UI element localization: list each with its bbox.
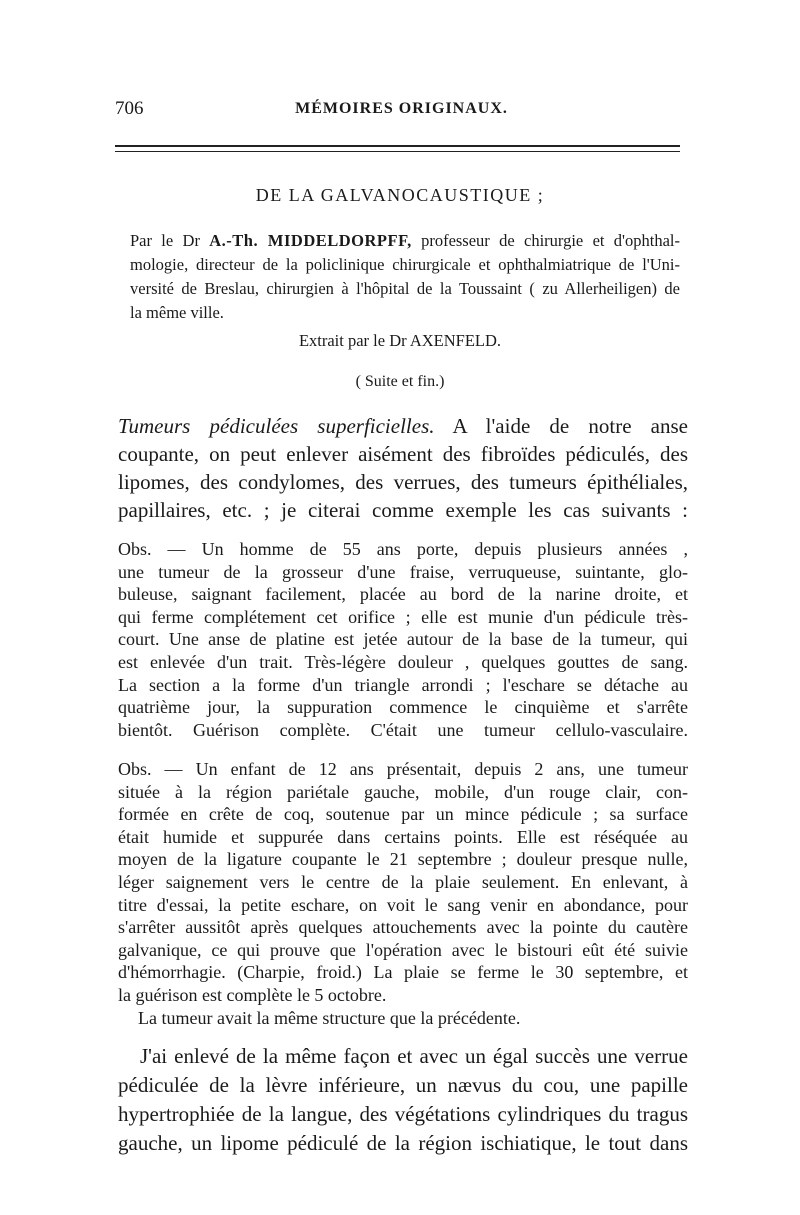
paragraph-line: une tumeur de la grosseur d'une fraise, verruqueuse, suintante, glo- (118, 561, 688, 582)
paragraph-line: quatrième jour, la suppuration commence le cinquième et s'arrête (118, 697, 688, 718)
paragraph-line: buleuse, saignant facilement, placée au bord de la narine droite, et (118, 584, 688, 605)
paragraph-line: papillaires, etc. ; je citerai comme exemple les cas suivants : (118, 498, 688, 522)
paragraph-line: hypertrophiée de la langue, des végétations cylindriques du tragus (118, 1102, 688, 1126)
article-title: DE LA GALVANOCAUSTIQUE ; (255, 185, 545, 205)
continuation-note: ( Suite et fin.) (355, 373, 445, 390)
header-rule (115, 145, 680, 147)
paragraph-line: coupante, on peut enlever aisément des fibroïdes pédiculés, des (118, 442, 688, 466)
paragraph-line: située à la région pariétale gauche, mobile, d'un rouge clair, con- (118, 781, 688, 802)
paragraph-line: Obs. — Un enfant de 12 ans présentait, depuis 2 ans, une tumeur (118, 759, 688, 779)
paragraph-line: La section a la forme d'un triangle arrondi ; l'eschare se détache au (118, 674, 688, 695)
paragraph-line: lipomes, des condylomes, des verrues, des tumeurs épithéliales, (118, 470, 688, 494)
intro-paragraph (118, 412, 688, 524)
paragraph-line: bientôt. Guérison complète. C'était une tumeur cellulo-vasculaire. (118, 719, 688, 740)
header-rule-thin (115, 151, 680, 152)
paragraph-line: qui ferme complétement cet orifice ; elle est munie d'un pédicule très- (118, 606, 688, 627)
paragraph-line: formée en crête de coq, soutenue par un mince pédicule ; sa surface (118, 804, 688, 825)
byline-prefix: Par le Dr (130, 231, 200, 250)
byline (130, 229, 680, 325)
paragraph-line: A l'aide de notre anse (434, 414, 689, 438)
paragraph-line: d'hémorrhagie. (Charpie, froid.) La plaie se ferme le 30 septembre, et (118, 962, 688, 983)
paragraph-line: Obs. — Un homme de 55 ans porte, depuis plusieurs années , (118, 539, 688, 559)
author-name: A.-Th. MIDDELDORPFF, (209, 231, 412, 250)
paragraph-line: la guérison est complète le 5 octobre. (118, 984, 387, 1005)
byline-line: versité de Breslau, chirurgien à l'hôpital de la Toussaint ( zu Allerheiligen) de (130, 279, 680, 298)
paragraph-line: court. Une anse de platine est jetée autour de la base de la tumeur, qui (118, 629, 688, 650)
paragraph-line: La tumeur avait la même structure que la précédente. (138, 1007, 521, 1028)
extract-credit: Extrait par le Dr AXENFELD. (298, 331, 502, 350)
paragraph-line: moyen de la ligature coupante le 21 septembre ; douleur presque nulle, (118, 849, 688, 870)
paragraph-line: s'arrêter aussitôt après quelques attouchements avec la pointe du cautère (118, 917, 688, 938)
observation-1 (118, 538, 688, 741)
paragraph-line: pédiculée de la lèvre inférieure, un nævus du cou, une papille (118, 1073, 688, 1097)
paragraph-line: gauche, un lipome pédiculé de la région ischiatique, le tout dans (118, 1131, 688, 1155)
paragraph-line: titre d'essai, la petite eschare, on voit le sang venir en abondance, pour (118, 894, 688, 915)
byline-line: professeur de chirurgie et d'ophthal- (421, 231, 680, 250)
byline-line: mologie, directeur de la policlinique chirurgicale et ophthalmiatrique de l'Uni- (130, 255, 680, 274)
paragraph-line: est enlevée d'un trait. Très-légère douleur , quelques gouttes de sang. (118, 651, 688, 672)
page-number: 706 (115, 98, 144, 119)
paragraph-line: léger saignement vers le centre de la plaie seulement. En enlevant, à (118, 871, 688, 892)
byline-line: la même ville. (130, 303, 224, 322)
section-title: MÉMOIRES ORIGINAUX. (295, 100, 508, 117)
paragraph-line: J'ai enlevé de la même façon et avec un égal succès une verrue (140, 1044, 688, 1068)
lead-heading: Tumeurs pédiculées superficielles. (118, 414, 435, 438)
observation-2 (118, 758, 688, 1029)
paragraph-line: était humide et suppurée dans certains points. Elle est réséquée au (118, 826, 688, 847)
running-head (115, 98, 688, 126)
paragraph-line: galvanique, ce qui prouve que l'opération avec le bistouri eût été suivie (118, 939, 688, 960)
closing-paragraph (118, 1042, 688, 1158)
